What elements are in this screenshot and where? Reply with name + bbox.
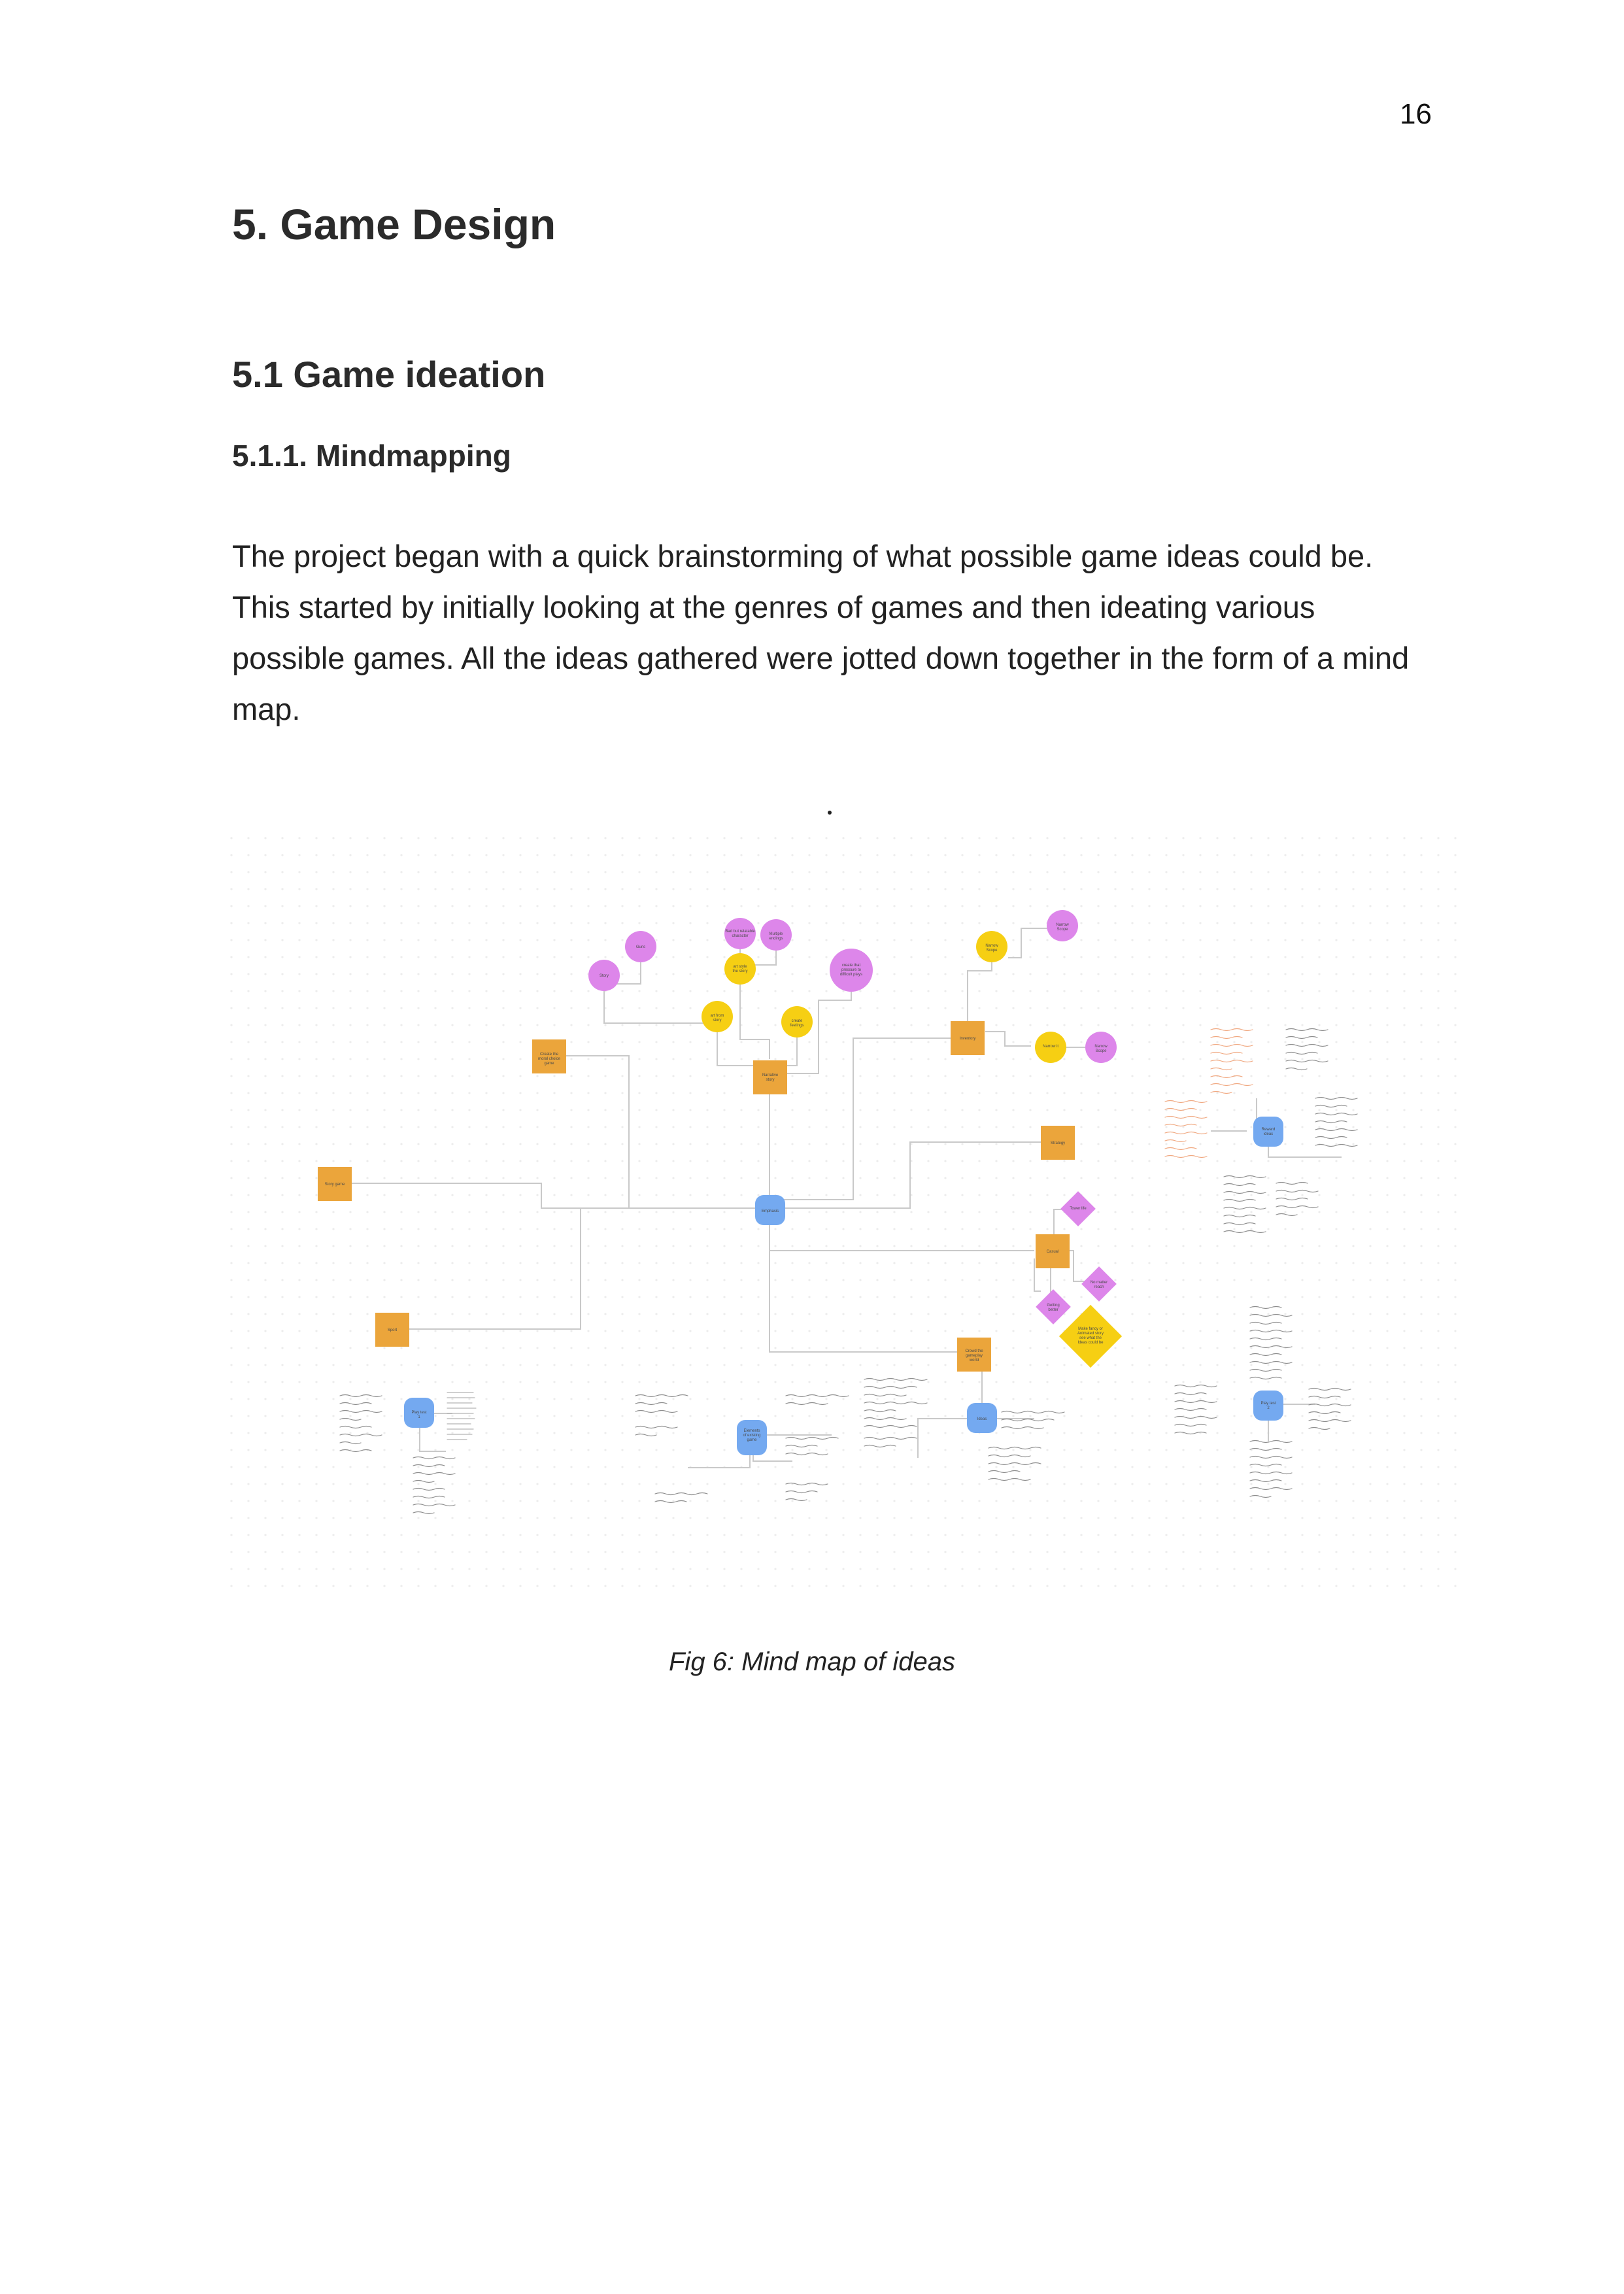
node-label: Narrow (985, 944, 998, 948)
node-label: of existing (743, 1434, 761, 1438)
node-label: Story game (324, 1183, 345, 1187)
node-label: pressure to (841, 968, 862, 972)
section-heading: 5.1 Game ideation (232, 354, 546, 395)
node-label: difficult plays (839, 973, 863, 977)
node-label: No matter (1090, 1281, 1108, 1285)
node-label: art from (710, 1014, 724, 1018)
node-label: ideas (1263, 1132, 1274, 1136)
node-label: story (766, 1078, 775, 1082)
node-label: 2 (1267, 1406, 1270, 1410)
node-label: Play test (411, 1411, 427, 1415)
node-label: endings (769, 937, 783, 941)
node-label: 1 (418, 1415, 420, 1419)
node-label: moral choice (537, 1057, 561, 1061)
node-label: Casual (1046, 1250, 1059, 1254)
bubble-node (724, 918, 756, 949)
mind-map-canvas (230, 837, 1459, 1589)
node-label: Play test (1260, 1402, 1276, 1406)
node-label: the story (732, 970, 748, 973)
rounded-node (1253, 1391, 1283, 1421)
node-label: Sport (387, 1328, 398, 1332)
node-label: game (747, 1438, 757, 1442)
page-number: 16 (1400, 98, 1432, 130)
dot-grid (230, 837, 1459, 1589)
node-label: Narrative (762, 1073, 779, 1077)
mind-map-figure (230, 837, 1459, 1589)
node-label: Elements (743, 1429, 760, 1433)
node-label: feelings (790, 1024, 804, 1028)
bubble-node (724, 953, 756, 985)
node-label: gameplay (965, 1354, 983, 1358)
node-label: Narrow it (1042, 1045, 1059, 1049)
node-label: Create the (539, 1053, 559, 1056)
node-label: story (713, 1019, 722, 1022)
node-label: Animated story (1077, 1332, 1104, 1336)
node-label: game (544, 1062, 554, 1066)
node-label: Guns (635, 945, 646, 949)
node-label: Tower life (1070, 1207, 1087, 1211)
node-label: Story (599, 974, 609, 978)
square-node (532, 1039, 566, 1073)
node-label: Multiple (769, 932, 783, 936)
node-label: Ideas could be (1077, 1341, 1104, 1345)
node-label: Crowd the (965, 1349, 983, 1353)
node-label: Scope (1057, 928, 1068, 932)
chapter-heading: 5. Game Design (232, 200, 556, 248)
node-label: Bad but relatable (725, 930, 755, 934)
node-label: create (791, 1019, 803, 1023)
node-label: Inventory (959, 1037, 976, 1041)
node-label: Emphasis (761, 1209, 779, 1213)
node-label: Strategy (1050, 1141, 1066, 1145)
node-label: Getting (1047, 1304, 1060, 1307)
node-label: Scope (986, 949, 998, 953)
node-label: Narrow (1094, 1045, 1108, 1049)
subsection-heading: 5.1.1. Mindmapping (232, 439, 511, 473)
node-label: Reward (1261, 1128, 1276, 1132)
stray-period-mark (828, 811, 832, 815)
node-label: reach (1094, 1285, 1104, 1289)
node-label: Ideas (977, 1417, 987, 1421)
figure-caption: Fig 6: Mind map of ideas (669, 1647, 955, 1676)
node-label: character (732, 934, 749, 938)
node-label: Narrow (1056, 923, 1069, 927)
rounded-node (737, 1420, 767, 1455)
node-label: world (969, 1358, 979, 1362)
node-label: better (1048, 1308, 1058, 1312)
rounded-node (1253, 1117, 1283, 1147)
node-label: Scope (1095, 1049, 1107, 1053)
node-label: see what the (1079, 1336, 1102, 1340)
node-label: art style (733, 965, 747, 969)
body-paragraph: The project began with a quick brainstorming of what possible game ideas could be. This started by initially looking at the genres of games and then ideating various possible games. All the ideas gathered were jotted down together in the form of a mind map. (232, 539, 1410, 726)
node-label: Make fancy or (1078, 1327, 1103, 1331)
node-label: create that (841, 964, 861, 968)
square-node (753, 1060, 787, 1094)
